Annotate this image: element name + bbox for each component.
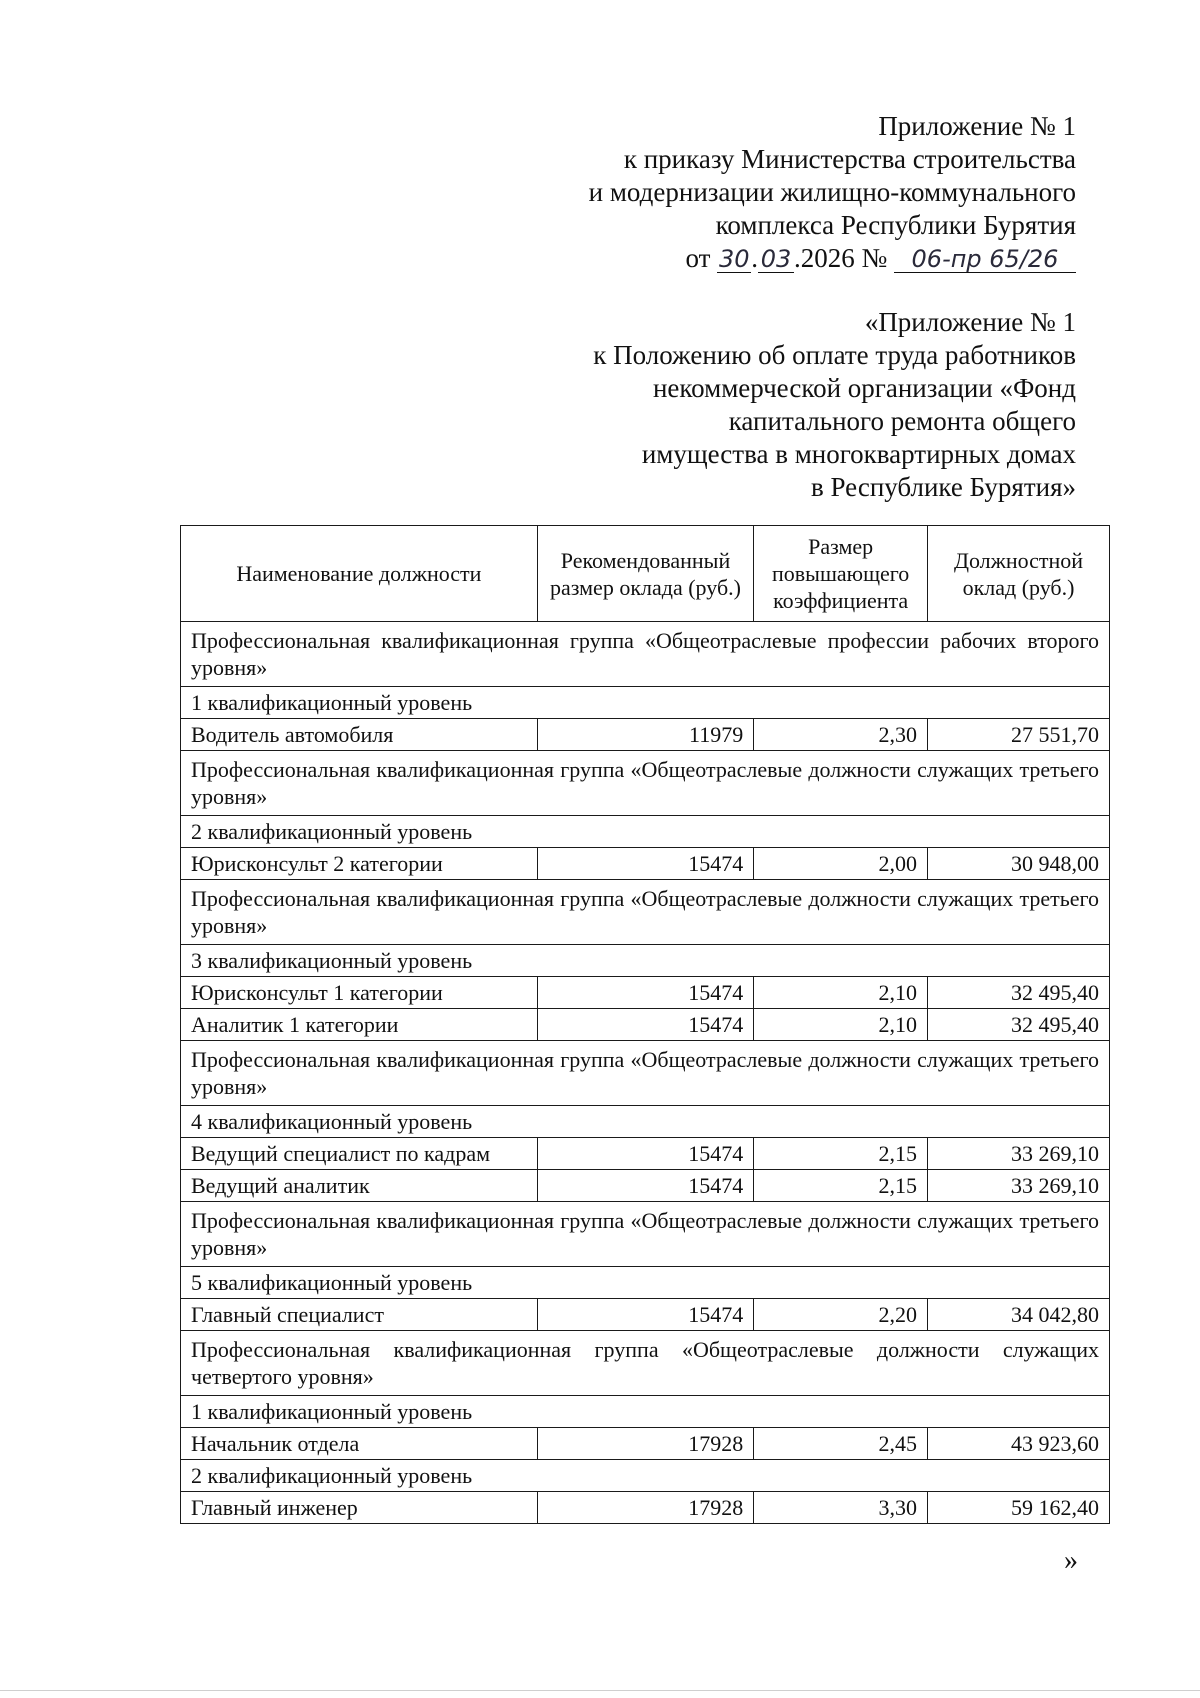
group-title: Профессиональная квалификационная группа «Общеотраслевые должности служащих третьего уровня» <box>181 1041 1110 1106</box>
official-salary-cell: 32 495,40 <box>928 977 1110 1009</box>
level-title: 2 квалификационный уровень <box>181 816 1110 848</box>
coefficient-cell: 2,15 <box>754 1170 928 1202</box>
coefficient-cell: 3,30 <box>754 1492 928 1524</box>
qualification-level-row <box>181 1267 1110 1299</box>
official-salary-cell: 34 042,80 <box>928 1299 1110 1331</box>
date-separator: . <box>751 243 758 273</box>
base-salary-cell: 15474 <box>537 1009 753 1041</box>
qualification-group-row <box>181 622 1110 687</box>
handwritten-day: 30 <box>718 245 750 273</box>
position-name: Юрисконсульт 2 категории <box>181 848 538 880</box>
date-year-and-number-label: .2026 № <box>793 243 894 273</box>
base-salary-cell: 15474 <box>537 1170 753 1202</box>
table-header-row <box>181 526 1110 622</box>
position-name: Начальник отдела <box>181 1428 538 1460</box>
table-row <box>181 977 1110 1009</box>
group-title: Профессиональная квалификационная группа «Общеотраслевые должности служащих третьего уровня» <box>181 1202 1110 1267</box>
position-name: Ведущий специалист по кадрам <box>181 1138 538 1170</box>
order-appendix-header <box>436 110 1076 275</box>
official-salary-cell: 30 948,00 <box>928 848 1110 880</box>
position-name: Юрисконсульт 1 категории <box>181 977 538 1009</box>
qualification-level-row <box>181 687 1110 719</box>
salary-table <box>180 525 1110 1524</box>
regulation-appendix-line: в Республике Бурятия» <box>811 472 1076 502</box>
coefficient-cell: 2,20 <box>754 1299 928 1331</box>
header-position: Наименование должности <box>181 526 538 622</box>
header-coefficient: Размер повышающего коэффициента <box>754 526 928 622</box>
qualification-level-row <box>181 1396 1110 1428</box>
base-salary-cell: 11979 <box>537 719 753 751</box>
order-date-line <box>436 242 1076 275</box>
coefficient-cell: 2,15 <box>754 1138 928 1170</box>
level-title: 4 квалификационный уровень <box>181 1106 1110 1138</box>
level-title: 2 квалификационный уровень <box>181 1460 1110 1492</box>
official-salary-cell: 33 269,10 <box>928 1170 1110 1202</box>
regulation-appendix-line: некоммерческой организации «Фонд <box>652 373 1076 403</box>
position-name: Аналитик 1 категории <box>181 1009 538 1041</box>
handwritten-order-number: 06-пр 65/26 <box>894 246 1076 273</box>
table-row <box>181 1428 1110 1460</box>
table-row <box>181 1009 1110 1041</box>
table-row <box>181 1170 1110 1202</box>
level-title: 1 квалификационный уровень <box>181 1396 1110 1428</box>
closing-quote: » <box>1064 1545 1078 1576</box>
position-name: Главный специалист <box>181 1299 538 1331</box>
order-appendix-line: к приказу Министерства строительства <box>623 144 1076 174</box>
official-salary-cell: 43 923,60 <box>928 1428 1110 1460</box>
date-prefix: от <box>685 243 718 273</box>
regulation-appendix-header <box>436 306 1076 504</box>
base-salary-cell: 15474 <box>537 977 753 1009</box>
order-appendix-line: Приложение № 1 <box>878 111 1076 141</box>
position-name: Главный инженер <box>181 1492 538 1524</box>
regulation-appendix-line: капитального ремонта общего <box>728 406 1076 436</box>
level-title: 1 квалификационный уровень <box>181 687 1110 719</box>
official-salary-cell: 33 269,10 <box>928 1138 1110 1170</box>
base-salary-cell: 17928 <box>537 1428 753 1460</box>
qualification-group-row <box>181 1331 1110 1396</box>
base-salary-cell: 15474 <box>537 1299 753 1331</box>
table-row <box>181 1492 1110 1524</box>
official-salary-cell: 59 162,40 <box>928 1492 1110 1524</box>
base-salary-cell: 15474 <box>537 1138 753 1170</box>
qualification-group-row <box>181 1202 1110 1267</box>
table-row <box>181 1138 1110 1170</box>
qualification-group-row <box>181 751 1110 816</box>
regulation-appendix-line: «Приложение № 1 <box>864 307 1076 337</box>
level-title: 3 квалификационный уровень <box>181 945 1110 977</box>
official-salary-cell: 32 495,40 <box>928 1009 1110 1041</box>
header-base-salary: Рекомендованный размер оклада (руб.) <box>537 526 753 622</box>
regulation-appendix-line: к Положению об оплате труда работников <box>593 340 1076 370</box>
qualification-level-row <box>181 1460 1110 1492</box>
handwritten-month: 03 <box>758 246 794 273</box>
qualification-level-row <box>181 945 1110 977</box>
scan-edge-line <box>0 1690 1200 1691</box>
group-title: Профессиональная квалификационная группа «Общеотраслевые должности служащих четвертого уровня» <box>181 1331 1110 1396</box>
table-body <box>181 622 1110 1524</box>
coefficient-cell: 2,10 <box>754 977 928 1009</box>
coefficient-cell: 2,10 <box>754 1009 928 1041</box>
position-name: Водитель автомобиля <box>181 719 538 751</box>
coefficient-cell: 2,45 <box>754 1428 928 1460</box>
base-salary-cell: 17928 <box>537 1492 753 1524</box>
table-row <box>181 719 1110 751</box>
position-name: Ведущий аналитик <box>181 1170 538 1202</box>
coefficient-cell: 2,30 <box>754 719 928 751</box>
qualification-level-row <box>181 816 1110 848</box>
level-title: 5 квалификационный уровень <box>181 1267 1110 1299</box>
qualification-level-row <box>181 1106 1110 1138</box>
qualification-group-row <box>181 880 1110 945</box>
order-appendix-line: комплекса Республики Бурятия <box>715 210 1076 240</box>
group-title: Профессиональная квалификационная группа «Общеотраслевые должности служащих третьего уровня» <box>181 880 1110 945</box>
base-salary-cell: 15474 <box>537 848 753 880</box>
regulation-appendix-line: имущества в многоквартирных домах <box>641 439 1076 469</box>
group-title: Профессиональная квалификационная группа «Общеотраслевые профессии рабочих второго уровня» <box>181 622 1110 687</box>
header-official-salary: Должностной оклад (руб.) <box>928 526 1110 622</box>
table-row <box>181 1299 1110 1331</box>
order-appendix-line: и модернизации жилищно-коммунального <box>588 177 1076 207</box>
table-row <box>181 848 1110 880</box>
official-salary-cell: 27 551,70 <box>928 719 1110 751</box>
qualification-group-row <box>181 1041 1110 1106</box>
coefficient-cell: 2,00 <box>754 848 928 880</box>
group-title: Профессиональная квалификационная группа «Общеотраслевые должности служащих третьего уровня» <box>181 751 1110 816</box>
